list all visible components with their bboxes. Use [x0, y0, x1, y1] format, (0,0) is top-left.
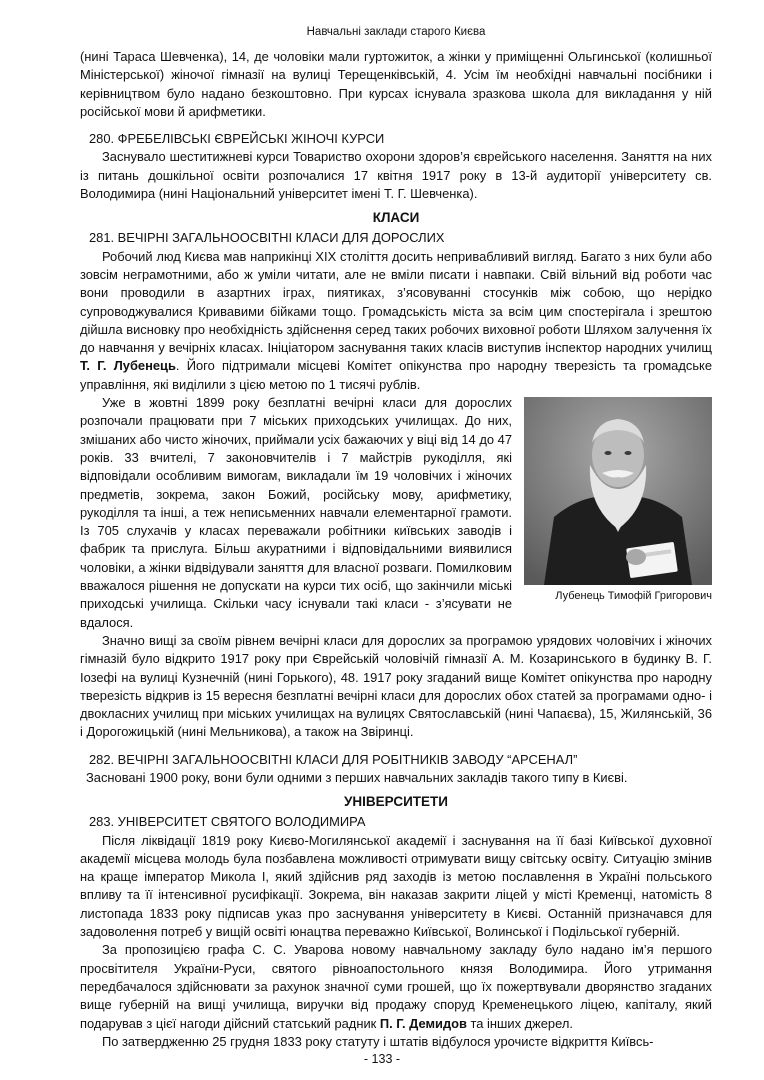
entry-283-paragraph-1: Після ліквідації 1819 року Києво-Могилянської академії і заснування на її базі Київської духовної академії місцева молодь була позбавлена можливості отримувати вищу світську освіту. Ситуацію змінив на краще імператор Микола I, який здійснив ряд заходів із метою пославлення в Україні польського впливу та її інтенсивної русифікації. Зокрема, він наказав закрити ліцей у місті Кременці, натомість 8 листопада 1833 року підписав указ про заснування університету в Києві. Останній призначався для задоволення потреб у вищій освіті юнацтва переважно Київської, Волинської і Подільської губерній. — [80, 832, 712, 940]
entry-281-paragraph-3: Значно вищі за своїм рівнем вечірні класи для дорослих за програмою урядових чоловічих і жіночих гімназій було відкрито 1917 року при Єврейській чоловічій гімназії А. М. Козаринського в будинку В. Г. Іозефі на вулиці Кузнечній (нині Горького), 48. 1917 року згаданий вище Комітет опікунства про народну тверезість відкрив із 15 вересня безплатні вечірні класи для дорослих обох статей за програмами одно- і двокласних училищ при міських училищах на вулицях Святославській (нині Чапаєва), 15, Жилянській, 36 і Дорогожицькій (нині Мельникова), а також на Звіринці. — [80, 632, 712, 740]
section-heading-universities: УНІВЕРСИТЕТИ — [344, 794, 448, 810]
person-name-demidov: П. Г. Демидов — [379, 1015, 467, 1031]
entry-281-paragraph-1 — [80, 248, 712, 394]
person-name-lubenets: Т. Г. Лубенець — [80, 358, 176, 374]
entry-281-p1-text-end: . Його підтримали місцеві Комітет опікунства про народну тверезість та громадське управління, які виділили з цією метою по 1 тисячі рублів. — [80, 358, 712, 392]
entry-283-p2-text-end: та інших джерел. — [466, 1015, 573, 1031]
entry-282-paragraph: Засновані 1900 року, вони були одними з перших навчальних закладів такого типу в Києві. — [86, 769, 628, 785]
page-number: - 133 - — [363, 1052, 401, 1066]
entry-283-paragraph-2 — [80, 941, 712, 1032]
entry-281-title: 281. ВЕЧІРНІ ЗАГАЛЬНООСВІТНІ КЛАСИ ДЛЯ ДОРОСЛИХ — [89, 230, 445, 246]
entry-280-title: 280. ФРЕБЕЛІВСЬКІ ЄВРЕЙСЬКІ ЖІНОЧІ КУРСИ — [89, 131, 385, 147]
intro-paragraph: (нині Тараса Шевченка), 14, де чоловіки мали гуртожиток, а жінки у приміщенні Ольгинської (колишньої Міністерської) жіночої гімназії на вулиці Терещенківській, 4. Усім їм необхідні навчальні посібники і керівництвом було надано безкоштовно. При курсах існувала зразкова школа для викладання у ній російської мови й арифметики. — [80, 49, 712, 119]
entry-281-p1-text: Робочий люд Києва мав наприкінці XIX століття досить непривабливий вигляд. Багато з них були або зовсім неграмотними, або ж уміли читати, але не вміли писати і навпаки. Свій вільний від роботи час вони проводили в азартних іграх, пиятиках, з’ясовуванні стосунків між собою, що нерідко супроводжувалися Кривавими бійками тощо. Громадськість міста за всім цим спостерігала і зрештою дійшла висновку про необхідність здійснення серед таких робочих виховної роботи Шляхом залучення їх до навчання у вечірніх класах. Ініціатором заснування таких класів виступив інспектор народних училищ — [80, 248, 712, 356]
entry-283-title: 283. УНІВЕРСИТЕТ СВЯТОГО ВОЛОДИМИРА — [89, 814, 366, 830]
entry-282-title: 282. ВЕЧІРНІ ЗАГАЛЬНООСВІТНІ КЛАСИ ДЛЯ РОБІТНИКІВ ЗАВОДУ “АРСЕНАЛ” — [89, 751, 578, 767]
entry-281-paragraph-2: Уже в жовтні 1899 року безплатні вечірні класи для дорослих розпочали працювати при 7 міських приходських училищах. До них, змішаних або чисто жіночих, приймали усіх бажаючих у віці від 14 до 47 років. 33 вчителі, 7 законовчителів і 7 майстрів рукоділля, які відповідали особливим вимогам, викладали їм 19 чоловічих і жіночих предметів, зокрема, закон Божий, російську мову, арифметику, рукоділля та інші, а теж неписьменних навчали елементарної грамоти. Із 705 слухачів у класах переважали робітники київських заводів і фабрик та прислуга. Більш акуратними і відповідальними виявилися чоловіки, а жінки відвідували заняття для власної розваги. Помилковим вважалося рішення не допускати на курси тих осіб, що закінчили міські приходські училища. Скільки часу існували такі класи - з’ясувати не вдалося. — [80, 395, 512, 630]
portrait-caption: Лубенець Тимофій Григорович — [555, 590, 712, 603]
entry-280-paragraph: Заснувало шеститижневі курси Товариство охорони здоров’я єврейського населення. Заняття на них із питань дошкільної освіти розпочалися 17 квітня 1917 року в 13-й аудиторії університету св. Володимира (нині Національний університет імені Т. Г. Шевченка). — [80, 149, 712, 202]
entry-283-p2-text: За пропозицією графа С. С. Уварова новому навчальному закладу було надано ім’я першого просвітителя України-Руси, святого рівноапостольного князя Володимира. Його утримання передбачалося здійснювати за рахунок значної суми грошей, що їх пожертвували дворянство згаданих вище губерній на вищі училища, виручки від продажу споруд Кременецького ліцею, капіталу, який подарував з цієї нагоди дійсний статський радник — [80, 942, 712, 1031]
section-heading-classes: КЛАСИ — [372, 210, 420, 226]
portrait-figure — [524, 397, 712, 603]
running-header: Навчальні заклади старого Києва — [306, 26, 486, 38]
entry-283-paragraph-3: По затвердженню 25 грудня 1833 року статуту і штатів відбулося урочисте відкриття Київсь- — [102, 1033, 654, 1049]
portrait-photo — [524, 397, 712, 585]
